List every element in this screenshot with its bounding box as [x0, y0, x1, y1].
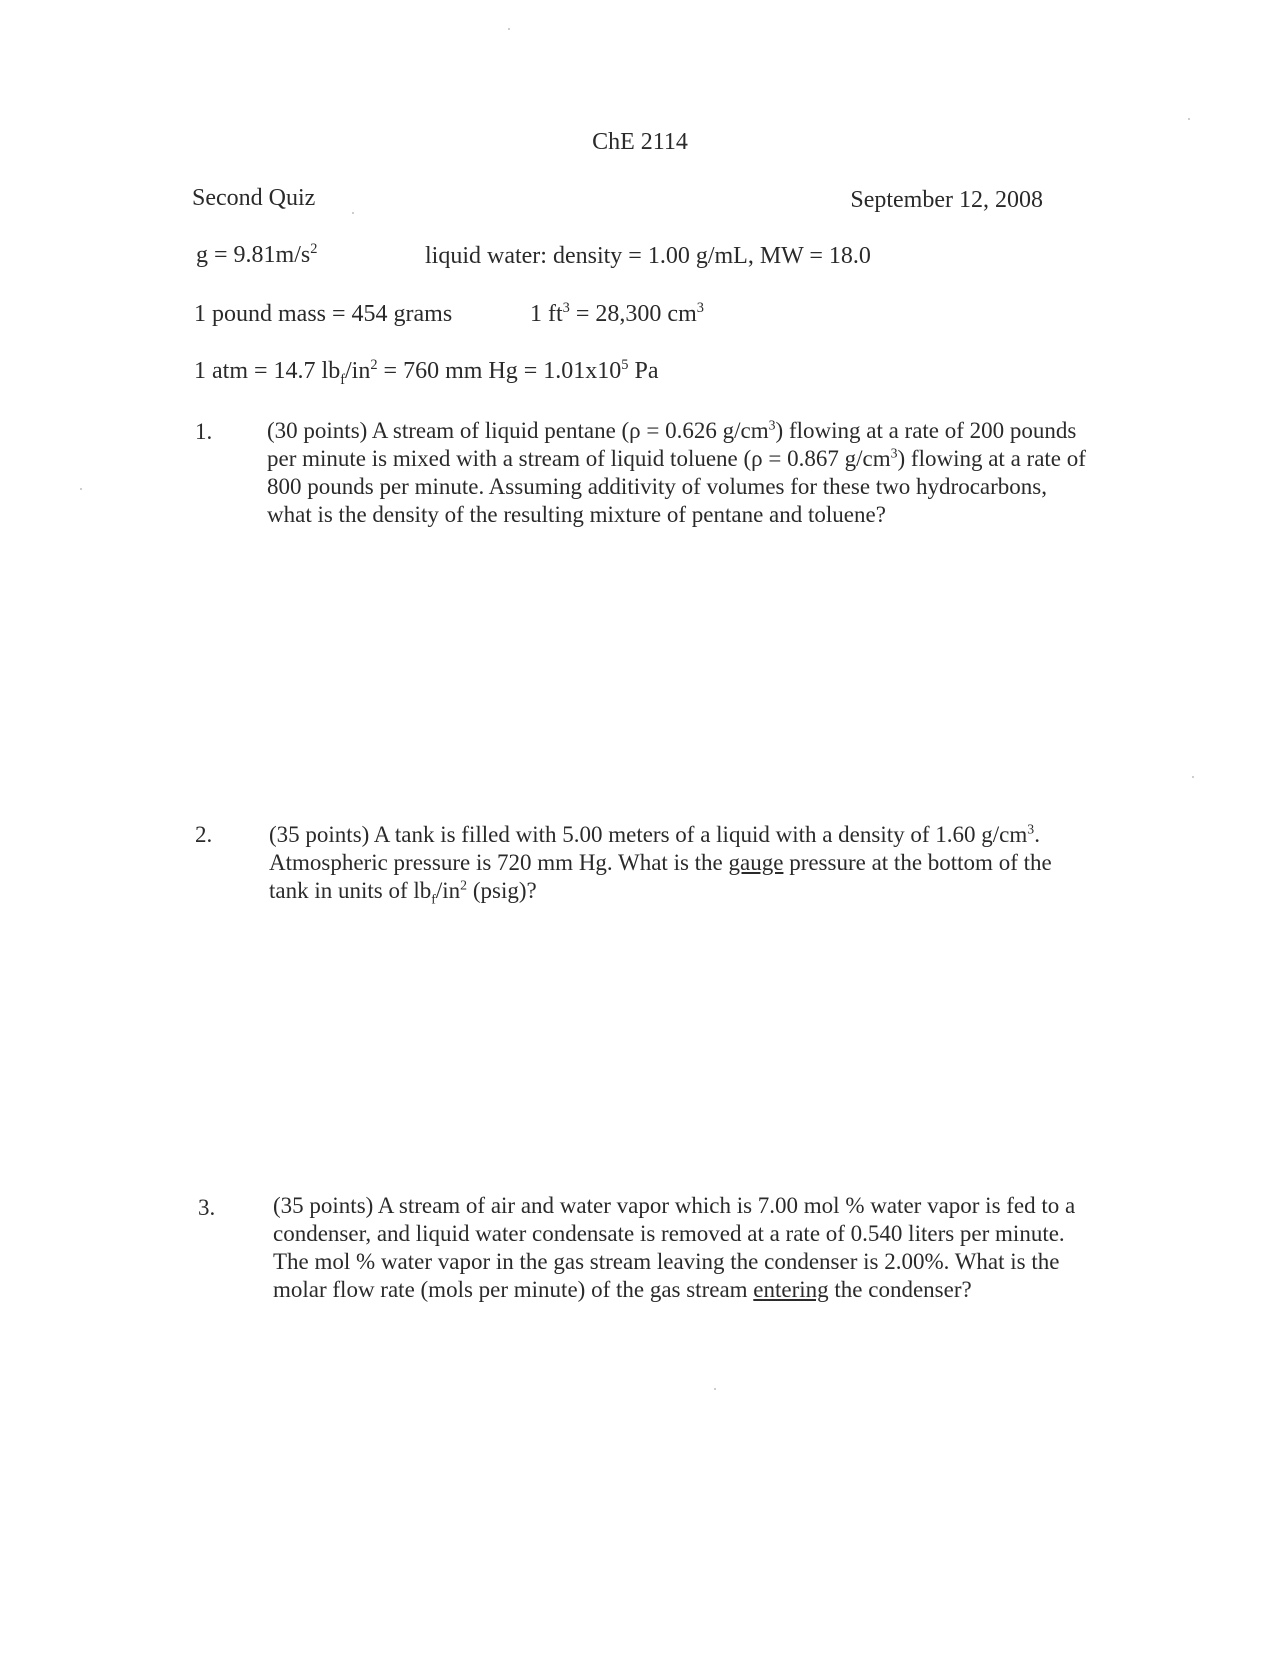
- constant-atm: 1 atm = 14.7 $lb_f/in^2 = 760$ mm $Hg = 1.01x10^5$ Pa: [194, 357, 659, 388]
- question-1-number: 1.: [195, 419, 213, 444]
- scan-speck: [80, 488, 82, 490]
- scan-speck: [508, 28, 510, 30]
- constant-pound-mass: 1 pound mass = 454 grams: [194, 301, 453, 327]
- quiz-name: Second Quiz: [192, 185, 316, 211]
- course-title: ChE 2114: [592, 129, 688, 155]
- quiz-date: September 12, 2008: [850, 187, 1043, 213]
- constant-water: liquid water: density = 1.00 g/mL, MW = 18.0: [425, 243, 871, 269]
- underlined-word-gauge: gauge: [728, 850, 784, 875]
- constant-gravity: $g = 9.81m/s^2$: [196, 241, 318, 268]
- question-3-text: (35 points) A stream of air and water vapor which is 7.00 mol % water vapor is fed to a condenser, and liquid water condensate is removed at a rate of 0.540 liters per minute. The mol % water vapor in the gas stream leaving the condenser is 2.00%. What is the molar flow rate (mols per minute) of the gas stream entering the condenser?: [273, 1193, 1076, 1302]
- question-2-text: (35 points) A tank is filled with 5.00 meters of a liquid with a density of 1.60 $g/cm^3$. Atmospheric pressure is 720 mm Hg. What is the gauge pressure at the bottom of the tank in units of $lb_f/in^2$ (psig)?: [269, 821, 1052, 907]
- scan-speck: [714, 1388, 716, 1390]
- scan-speck: [1188, 118, 1190, 120]
- question-1-text: (30 points) A stream of liquid pentane (ρ = 0.626 $g/cm^3$) flowing at a rate of 200 pounds per minute is mixed with a stream of liquid toluene (ρ = 0.867 $g/cm^3$) flowing at a rate of 800 pounds per minute. Assuming additivity of volumes for these two hydrocarbons, what is the density of the resulting mixture of pentane and toluene?: [267, 417, 1086, 527]
- question-3-number: 3.: [198, 1195, 216, 1220]
- constant-cubic-foot: 1 $ft^3 = 28,300$ $cm^3$: [530, 300, 704, 327]
- underlined-word-entering: entering: [753, 1277, 829, 1302]
- scan-speck: [1192, 776, 1194, 778]
- question-2-number: 2.: [195, 822, 213, 847]
- scan-speck: [352, 212, 354, 214]
